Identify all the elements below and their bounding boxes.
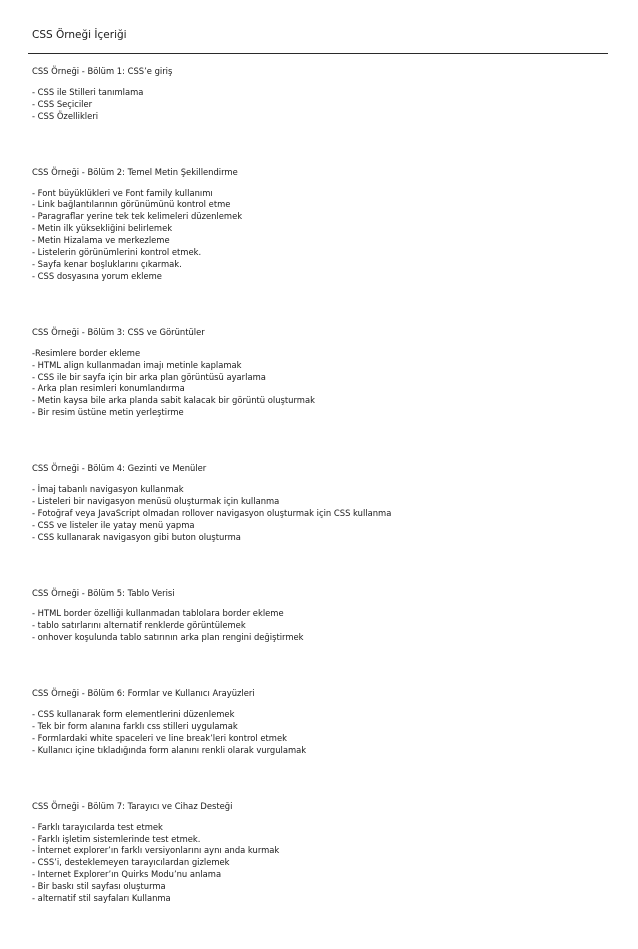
section-title: CSS Örneği - Bölüm 6: Formlar ve Kullanıcı Arayüzleri [32,688,255,699]
section-item: - Paragraflar yerine tek tek kelimeleri düzenlemek [32,211,243,222]
section-item: - CSS ve listeler ile yatay menü yapma [32,519,195,530]
section-item: - Farklı tarayıcılarda test etmek [32,821,163,832]
section-item: - HTML border özelliği kullanmadan tablolara border ekleme [32,608,284,619]
header-divider [28,53,608,54]
section-item: - CSS dosyasına yorum ekleme [32,270,162,281]
section-item: - CSS kullanarak navigasyon gibi buton oluşturma [32,531,241,542]
page-header [32,28,608,42]
section-item-list [32,608,608,644]
section-item-list [32,822,608,905]
section-5 [32,588,608,645]
section-title: CSS Örneği - Bölüm 2: Temel Metin Şekillendirme [32,166,238,177]
section-item: - İnternet explorer’ın farklı versiyonlarını aynı anda kurmak [32,845,280,856]
section-item: - Font büyüklükleri ve Font family kullanımı [32,187,213,198]
section-1 [32,66,608,123]
section-title: CSS Örneği - Bölüm 5: Tablo Verisi [32,587,175,598]
document-body [32,66,608,949]
section-item: - Metin ilk yüksekliğini belirlemek [32,223,173,234]
section-item-list [32,484,608,544]
section-2 [32,167,608,283]
section-item-list [32,87,608,123]
section-item: - Link bağlantılarının görünümünü kontrol etme [32,199,231,210]
section-item: - HTML align kullanmadan imajı metinle kaplamak [32,359,242,370]
section-item-list [32,709,608,757]
section-title: CSS Örneği - Bölüm 7: Tarayıcı ve Cihaz Desteği [32,800,233,811]
section-item-list [32,348,608,419]
section-item: - CSS ile Stilleri tanımlama [32,86,144,97]
section-4 [32,463,608,543]
section-item: - Tek bir form alanına farklı css stilleri uygulamak [32,721,238,731]
section-7 [32,801,608,905]
section-item: - Arka plan resimleri konumlandırma [32,383,185,394]
section-item: - Internet Explorer’ın Quirks Modu’nu anlama [32,869,222,880]
section-title: CSS Örneği - Bölüm 1: CSS’e giriş [32,66,173,76]
page-title: CSS Örneği İçeriği [32,29,127,41]
section-item: - Kullanıcı içine tıkladığında form alanını renkli olarak vurgulamak [32,744,307,755]
section-3 [32,327,608,419]
section-item: - Farklı işletim sistemlerinde test etmek. [32,833,201,844]
section-item: - Bir baskı stil sayfası oluşturma [32,881,166,892]
section-item: - CSS’i, desteklemeyen tarayıcılardan gizlemek [32,857,230,868]
section-item: - onhover koşulunda tablo satırının arka plan rengini değiştirmek [32,632,304,643]
section-title: CSS Örneği - Bölüm 3: CSS ve Görüntüler [32,326,205,337]
section-item: - Metin kaysa bile arka planda sabit kalacak bir görüntü oluşturmak [32,395,315,406]
section-item: - CSS kullanarak form elementlerini düzenlemek [32,709,235,720]
section-title: CSS Örneği - Bölüm 4: Gezinti ve Menüler [32,463,207,474]
section-item: - tablo satırlarını alternatif renklerde görüntülemek [32,620,246,631]
section-item: - alternatif stil sayfaları Kullanma [32,893,171,904]
section-item: - CSS ile bir sayfa için bir arka plan görüntüsü ayarlama [32,371,266,382]
section-item: -Resimlere border ekleme [32,347,141,358]
section-item: - İmaj tabanlı navigasyon kullanmak [32,484,184,495]
section-item: - CSS Seçiciler [32,98,93,109]
section-item-list [32,188,608,283]
section-item: - Listeleri bir navigasyon menüsü oluşturmak için kullanma [32,495,280,506]
section-item: - CSS Özellikleri [32,110,99,121]
section-item: - Formlardaki white spaceleri ve line break’leri kontrol etmek [32,732,287,743]
section-item: - Fotoğraf veya JavaScript olmadan rollover navigasyon oluşturmak için CSS kullanma [32,507,392,518]
section-item: - Listelerin görünümlerini kontrol etmek. [32,247,202,258]
section-item: - Bir resim üstüne metin yerleştirme [32,407,184,418]
section-6 [32,688,608,757]
section-item: - Sayfa kenar boşluklarını çıkarmak. [32,258,182,269]
section-item: - Metin Hizalama ve merkezleme [32,235,170,246]
